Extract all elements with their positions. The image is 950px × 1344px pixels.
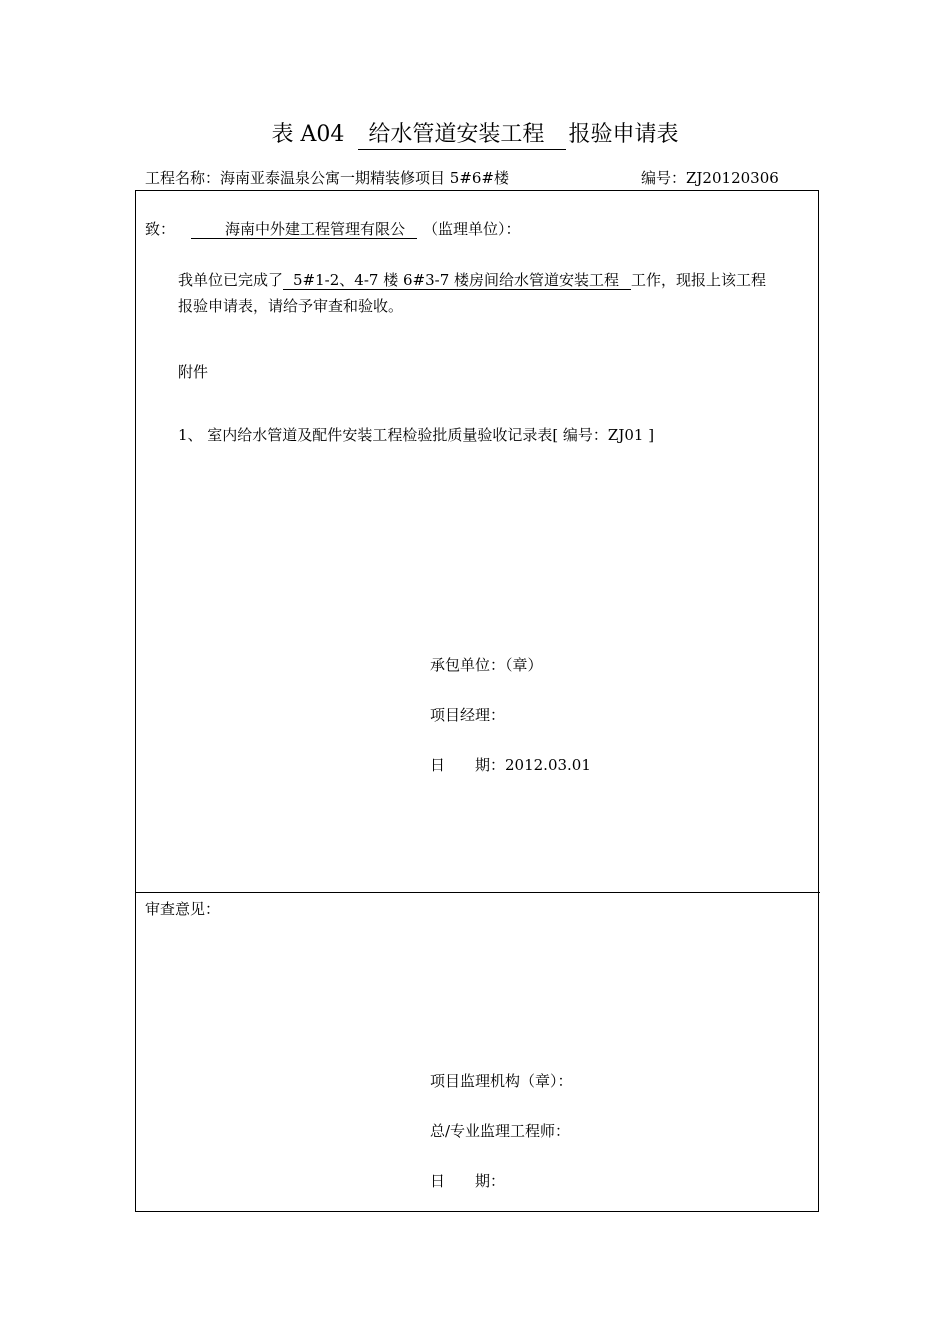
project-name-label: 工程名称：海南亚泰温泉公寓一期精装修项目 5#6#楼 bbox=[145, 169, 509, 187]
title-suffix: 报验申请表 bbox=[568, 122, 679, 147]
application-body-line-1 bbox=[178, 270, 766, 290]
row-divider bbox=[135, 892, 820, 893]
project-manager-label: 项目经理： bbox=[430, 706, 506, 724]
application-body-line-2: 报验申请表，请给予审查和验收。 bbox=[178, 297, 404, 315]
title-prefix: 表 A04 bbox=[271, 122, 345, 147]
supervision-org-label: 项目监理机构（章）： bbox=[430, 1072, 573, 1090]
form-code-label: 编号：ZJ20120306 bbox=[641, 169, 779, 187]
addressee-prefix: 致： bbox=[145, 220, 176, 238]
title-subject: 给水管道安装工程 bbox=[358, 121, 566, 150]
application-date-label: 日 期：2012.03.01 bbox=[430, 756, 591, 774]
addressee-line bbox=[145, 219, 521, 239]
contractor-label: 承包单位：（章） bbox=[430, 656, 543, 674]
addressee-suffix: （监理单位）： bbox=[423, 220, 521, 238]
attachments-label: 附件 bbox=[178, 363, 209, 381]
completed-work: 5#1-2、4-7 楼 6#3-7 楼房间给水管道安装工程 bbox=[283, 271, 631, 290]
attachment-item-1: 1、 室内给水管道及配件安装工程检验批质量验收记录表[ 编号：ZJ01 ] bbox=[178, 426, 655, 444]
supervising-engineer-label: 总/专业监理工程师： bbox=[430, 1122, 571, 1140]
form-title bbox=[0, 120, 950, 150]
review-opinion-label: 审查意见： bbox=[145, 900, 221, 918]
body-end: 工作，现报上该工程 bbox=[631, 271, 767, 289]
form-table bbox=[135, 190, 819, 1212]
body-start: 我单位已完成了 bbox=[178, 271, 284, 289]
supervision-unit-name: 海南中外建工程管理有限公 bbox=[191, 220, 417, 239]
review-date-label: 日 期： bbox=[430, 1172, 506, 1190]
